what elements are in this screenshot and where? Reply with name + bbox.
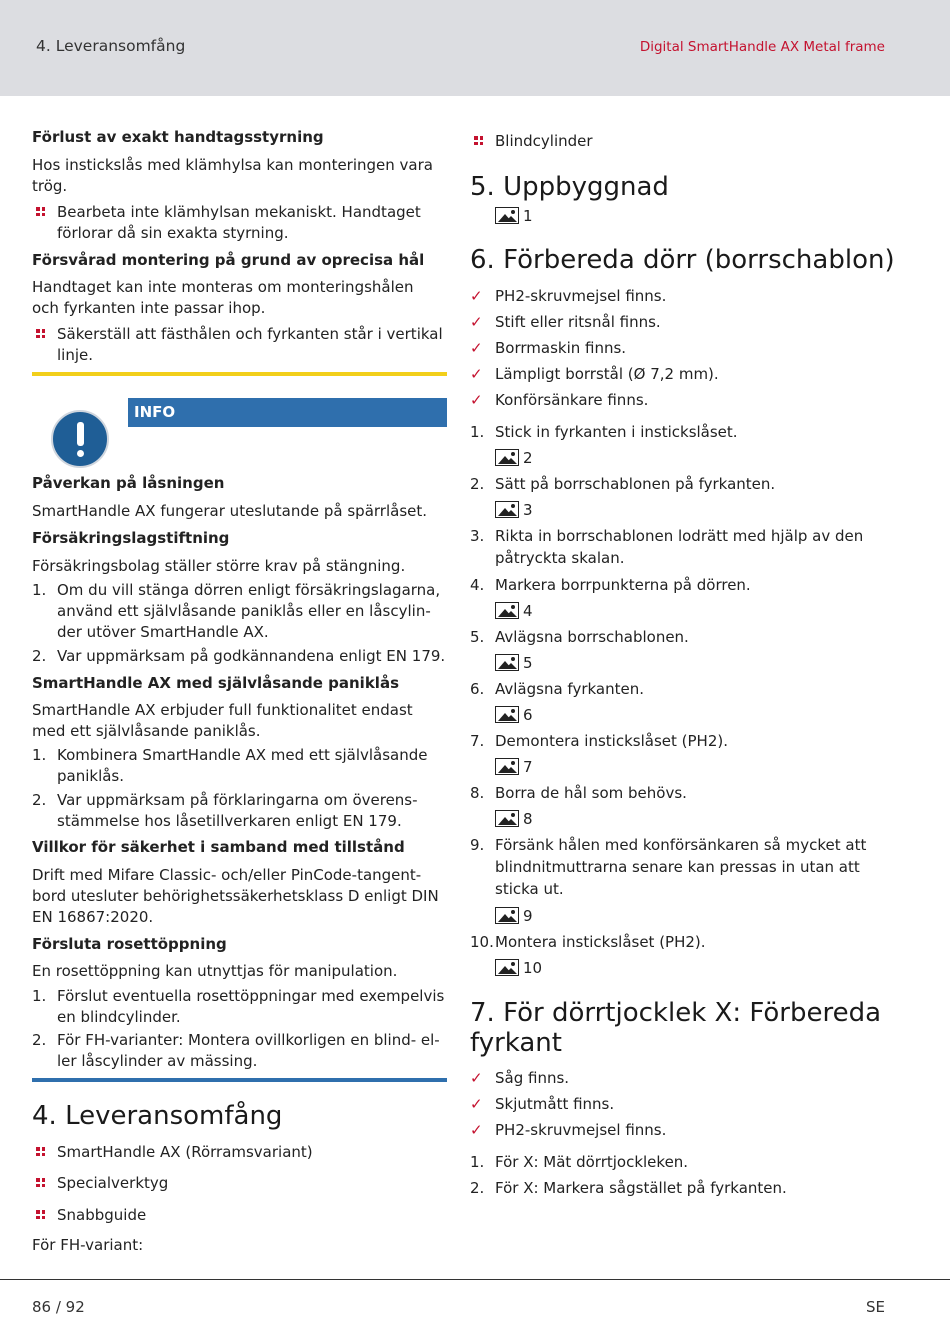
heading-paverkan: Påverkan på låsningen [32,474,225,492]
step-number: 4. [470,576,485,594]
check-icon: ✓ [470,365,483,383]
info-divider [32,1078,447,1082]
step-number: 10. [470,933,494,951]
image-icon [495,654,519,671]
heading-fyrkant-1: 7. För dörrtjocklek X: Förbereda [470,998,882,1028]
step-number: 6. [470,680,485,698]
bullet-icon [474,136,483,145]
list-forsakring-1c: der utöver SmartHandle AX. [57,623,269,641]
step-number: 7. [470,732,485,750]
figure-ref: 8 [523,810,533,828]
list-panik-2a: Var uppmärksam på förklaringarna om överens- [57,791,418,809]
step-text: Stick in fyrkanten i instickslåset. [495,423,738,441]
step-text: För X: Mät dörrtjockleken. [495,1153,689,1171]
heading-montering: Försvårad montering på grund av oprecisa hål [32,251,425,269]
figure-ref: 4 [523,602,533,620]
image-icon [495,706,519,723]
list-number: 1. [32,987,47,1005]
header-section-title: 4. Leveransomfång [36,37,186,55]
figure-ref: 2 [523,449,533,467]
image-icon [495,810,519,827]
bullet-icon [36,1178,45,1187]
para-montering-2: och fyrkanten inte passar ihop. [32,299,266,317]
bullet-icon [36,207,45,216]
heading-villkor: Villkor för säkerhet i samband med tillstånd [32,838,405,856]
figure-ref: 1 [523,207,533,225]
bullet-icon [36,1210,45,1219]
step-text: För X: Markera sågstället på fyrkanten. [495,1179,787,1197]
step-text: Demontera instickslåset (PH2). [495,732,728,750]
image-icon [495,602,519,619]
para-villkor-1: Drift med Mifare Classic- och/eller PinCode-tangent- [32,866,422,884]
list-number: 2. [32,791,47,809]
para-villkor-2: bord utesluter behörighetssäkerhetsklass D enligt DIN [32,887,439,905]
list-panik-1a: Kombinera SmartHandle AX med ett självlåsande [57,746,428,764]
blindcylinder-item: Blindcylinder [495,132,593,150]
image-icon [495,501,519,518]
footer-divider [0,1279,950,1280]
check-icon: ✓ [470,391,483,409]
para-forsakring: Försäkringsbolag ställer större krav på stängning. [32,557,406,575]
figure-ref: 7 [523,758,533,776]
page-header [0,0,950,96]
list-roset-2b: ler låscylinder av mässing. [57,1052,258,1070]
figure-ref: 3 [523,501,533,519]
list-number: 1. [32,581,47,599]
step-text: Montera instickslåset (PH2). [495,933,706,951]
step-text: Borra de hål som behövs. [495,784,687,802]
list-forsakring-2: Var uppmärksam på godkännandena enligt EN 179. [57,647,446,665]
step-text: Markera borrpunkterna på dörren. [495,576,751,594]
heading-leveransomfang: 4. Leveransomfång [32,1101,283,1131]
para-panik-2: med ett självlåsande paniklås. [32,722,261,740]
warning-divider [32,372,447,376]
check-icon: ✓ [470,313,483,331]
para-villkor-3: EN 16867:2020. [32,908,154,926]
para-roset: En rosettöppning kan utnyttjas för manipulation. [32,962,398,980]
leverans-item-3: Snabbguide [57,1206,147,1224]
heading-uppbyggnad: 5. Uppbyggnad [470,172,669,202]
step-number: 8. [470,784,485,802]
step-text: Rikta in borrschablonen lodrätt med hjälp av den [495,527,864,545]
list-panik-2b: stämmelse hos låsetillverkaren enligt EN 179. [57,812,402,830]
bullet-montering-1: Säkerställ att fästhålen och fyrkanten står i vertikal [57,325,443,343]
check-icon: ✓ [470,1095,483,1113]
step-text: Avlägsna borrschablonen. [495,628,689,646]
step-number: 1. [470,423,485,441]
check-item-7: Skjutmått finns. [495,1095,615,1113]
list-roset-2a: För FH-varianter: Montera ovillkorligen en blind- el- [57,1031,440,1049]
step-text: Försänk hålen med konförsänkaren så mycket att [495,836,867,854]
heading-fyrkant-2: fyrkant [470,1028,562,1058]
check-item-7: PH2-skruvmejsel finns. [495,1121,667,1139]
step-text: blindnitmuttrarna senare kan pressas in utan att [495,858,860,876]
bullet-exakt-2: förlorar då sin exakta styrning. [57,224,289,242]
figure-ref: 6 [523,706,533,724]
list-number: 2. [32,1031,47,1049]
step-number: 2. [470,475,485,493]
list-roset-1b: en blindcylinder. [57,1008,181,1026]
check-icon: ✓ [470,287,483,305]
image-icon [495,449,519,466]
heading-exakt: Förlust av exakt handtagsstyrning [32,128,324,146]
step-text: Avlägsna fyrkanten. [495,680,644,698]
para-montering-1: Handtaget kan inte monteras om monteringshålen [32,278,414,296]
list-roset-1a: Förslut eventuella rosettöppningar med exempelvis [57,987,445,1005]
bullet-icon [36,329,45,338]
step-text: Sätt på borrschablonen på fyrkanten. [495,475,776,493]
bullet-exakt-1: Bearbeta inte klämhylsan mekaniskt. Handtaget [57,203,421,221]
image-icon [495,207,519,224]
image-icon [495,907,519,924]
step-number: 9. [470,836,485,854]
image-icon [495,959,519,976]
check-item-6: Stift eller ritsnål finns. [495,313,661,331]
exclamation-icon [51,410,109,468]
for-fh-variant: För FH-variant: [32,1236,144,1254]
list-number: 2. [32,647,47,665]
figure-ref: 5 [523,654,533,672]
step-text: påtryckta skalan. [495,549,625,567]
para-exakt-1: Hos instickslås med klämhylsa kan monteringen vara [32,156,433,174]
info-label: INFO [134,403,176,421]
heading-roset: Försluta rosettöppning [32,935,227,953]
step-number: 2. [470,1179,485,1197]
step-number: 3. [470,527,485,545]
para-exakt-2: trög. [32,177,68,195]
check-item-6: Konförsänkare finns. [495,391,649,409]
leverans-item-1: SmartHandle AX (Rörramsvariant) [57,1143,313,1161]
language-code: SE [866,1298,885,1316]
para-paverkan: SmartHandle AX fungerar uteslutande på spärrlåset. [32,502,428,520]
para-panik-1: SmartHandle AX erbjuder full funktionalitet endast [32,701,413,719]
bullet-icon [36,1147,45,1156]
figure-ref: 9 [523,907,533,925]
check-icon: ✓ [470,1121,483,1139]
check-item-6: Lämpligt borrstål (Ø 7,2 mm). [495,365,719,383]
check-item-7: Såg finns. [495,1069,570,1087]
step-number: 1. [470,1153,485,1171]
image-icon [495,758,519,775]
heading-forsakring: Försäkringslagstiftning [32,529,230,547]
check-icon: ✓ [470,1069,483,1087]
list-number: 1. [32,746,47,764]
heading-panik: SmartHandle AX med självlåsande paniklås [32,674,399,692]
leverans-item-2: Specialverktyg [57,1174,169,1192]
step-text: sticka ut. [495,880,564,898]
check-icon: ✓ [470,339,483,357]
bullet-montering-2: linje. [57,346,94,364]
check-item-6: PH2-skruvmejsel finns. [495,287,667,305]
list-panik-1b: paniklås. [57,767,125,785]
list-forsakring-1a: Om du vill stänga dörren enligt försäkringslagarna, [57,581,441,599]
figure-ref: 10 [523,959,543,977]
check-item-6: Borrmaskin finns. [495,339,627,357]
info-banner [128,398,447,427]
page-number: 86 / 92 [32,1298,85,1316]
list-forsakring-1b: använd ett självlåsande paniklås eller en låscylin- [57,602,431,620]
heading-forbereda-dorr: 6. Förbereda dörr (borrschablon) [470,245,895,275]
step-number: 5. [470,628,485,646]
header-product-name: Digital SmartHandle AX Metal frame [639,39,885,55]
